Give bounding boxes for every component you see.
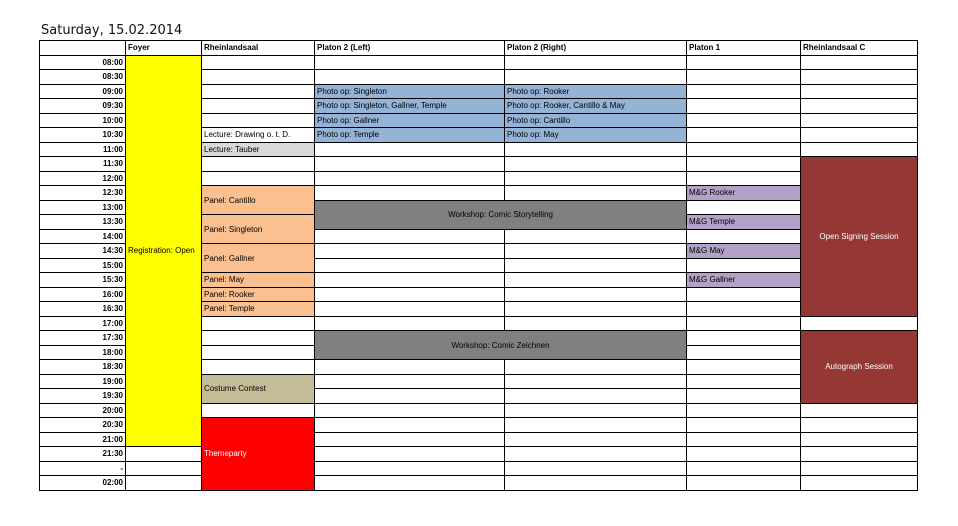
empty-cell bbox=[687, 200, 801, 215]
time-column-header bbox=[40, 41, 126, 56]
schedule-table bbox=[39, 40, 918, 491]
empty-cell bbox=[315, 360, 505, 375]
event-cell: Photo op: Gallner bbox=[315, 113, 505, 128]
empty-cell bbox=[505, 316, 687, 331]
empty-cell bbox=[505, 476, 687, 491]
event-cell: Lecture: Drawing o. t. D. bbox=[202, 128, 315, 143]
empty-cell bbox=[801, 403, 918, 418]
empty-cell bbox=[687, 128, 801, 143]
page-title: Saturday, 15.02.2014 bbox=[41, 23, 183, 38]
empty-cell bbox=[505, 55, 687, 70]
empty-cell bbox=[202, 84, 315, 99]
time-cell: 14:00 bbox=[40, 229, 126, 244]
event-cell: Themeparty bbox=[202, 418, 315, 491]
event-cell: Photo op: Temple bbox=[315, 128, 505, 143]
empty-cell bbox=[687, 331, 801, 346]
empty-cell bbox=[505, 157, 687, 172]
event-cell: Panel: Cantillo bbox=[202, 186, 315, 215]
empty-cell bbox=[315, 432, 505, 447]
empty-cell bbox=[315, 287, 505, 302]
empty-cell bbox=[315, 55, 505, 70]
time-cell: 18:30 bbox=[40, 360, 126, 375]
time-cell: 12:30 bbox=[40, 186, 126, 201]
schedule-body bbox=[40, 55, 918, 490]
time-cell: 10:00 bbox=[40, 113, 126, 128]
empty-cell bbox=[315, 302, 505, 317]
time-cell: 14:30 bbox=[40, 244, 126, 259]
time-cell: 19:00 bbox=[40, 374, 126, 389]
empty-cell bbox=[687, 84, 801, 99]
empty-cell bbox=[202, 331, 315, 346]
empty-cell bbox=[687, 447, 801, 462]
time-cell: 09:00 bbox=[40, 84, 126, 99]
time-cell: 20:00 bbox=[40, 403, 126, 418]
time-cell: 15:30 bbox=[40, 273, 126, 288]
time-cell: 21:00 bbox=[40, 432, 126, 447]
empty-cell bbox=[315, 186, 505, 201]
empty-cell bbox=[687, 316, 801, 331]
empty-cell bbox=[801, 55, 918, 70]
room-column-header: Platon 2 (Right) bbox=[505, 41, 687, 56]
empty-cell bbox=[315, 142, 505, 157]
empty-cell bbox=[126, 461, 202, 476]
empty-cell bbox=[687, 432, 801, 447]
event-cell: Panel: Temple bbox=[202, 302, 315, 317]
event-cell: Workshop: Comic Zeichnen bbox=[315, 331, 687, 360]
empty-cell bbox=[315, 244, 505, 259]
empty-cell bbox=[505, 171, 687, 186]
time-cell: - bbox=[40, 461, 126, 476]
empty-cell bbox=[801, 447, 918, 462]
empty-cell bbox=[505, 418, 687, 433]
empty-cell bbox=[505, 273, 687, 288]
empty-cell bbox=[202, 55, 315, 70]
time-cell: 11:30 bbox=[40, 157, 126, 172]
empty-cell bbox=[801, 476, 918, 491]
empty-cell bbox=[801, 113, 918, 128]
empty-cell bbox=[315, 374, 505, 389]
empty-cell bbox=[315, 447, 505, 462]
time-cell: 13:30 bbox=[40, 215, 126, 230]
empty-cell bbox=[505, 287, 687, 302]
empty-cell bbox=[505, 403, 687, 418]
empty-cell bbox=[687, 345, 801, 360]
empty-cell bbox=[505, 360, 687, 375]
empty-cell bbox=[315, 157, 505, 172]
time-cell: 16:00 bbox=[40, 287, 126, 302]
empty-cell bbox=[315, 258, 505, 273]
empty-cell bbox=[202, 113, 315, 128]
time-cell: 02:00 bbox=[40, 476, 126, 491]
empty-cell bbox=[687, 142, 801, 157]
empty-cell bbox=[315, 70, 505, 85]
event-cell: Workshop: Comic Storytelling bbox=[315, 200, 687, 229]
time-cell: 08:30 bbox=[40, 70, 126, 85]
schedule-row bbox=[40, 447, 918, 462]
empty-cell bbox=[505, 461, 687, 476]
empty-cell bbox=[315, 273, 505, 288]
empty-cell bbox=[202, 99, 315, 114]
time-cell: 13:00 bbox=[40, 200, 126, 215]
time-cell: 10:30 bbox=[40, 128, 126, 143]
time-cell: 12:00 bbox=[40, 171, 126, 186]
empty-cell bbox=[687, 374, 801, 389]
empty-cell bbox=[505, 229, 687, 244]
empty-cell bbox=[202, 316, 315, 331]
event-cell: Panel: Gallner bbox=[202, 244, 315, 273]
time-cell: 15:00 bbox=[40, 258, 126, 273]
empty-cell bbox=[315, 461, 505, 476]
empty-cell bbox=[202, 70, 315, 85]
empty-cell bbox=[687, 302, 801, 317]
empty-cell bbox=[126, 447, 202, 462]
empty-cell bbox=[315, 389, 505, 404]
empty-cell bbox=[801, 461, 918, 476]
empty-cell bbox=[801, 316, 918, 331]
empty-cell bbox=[687, 389, 801, 404]
empty-cell bbox=[801, 142, 918, 157]
empty-cell bbox=[505, 374, 687, 389]
empty-cell bbox=[687, 287, 801, 302]
time-cell: 21:30 bbox=[40, 447, 126, 462]
schedule-row bbox=[40, 461, 918, 476]
empty-cell bbox=[505, 432, 687, 447]
empty-cell bbox=[687, 461, 801, 476]
empty-cell bbox=[687, 157, 801, 172]
event-cell: M&G Rooker bbox=[687, 186, 801, 201]
time-cell: 17:30 bbox=[40, 331, 126, 346]
event-cell: Lecture: Tauber bbox=[202, 142, 315, 157]
time-cell: 18:00 bbox=[40, 345, 126, 360]
event-cell: Panel: May bbox=[202, 273, 315, 288]
empty-cell bbox=[687, 99, 801, 114]
time-cell: 20:30 bbox=[40, 418, 126, 433]
empty-cell bbox=[505, 389, 687, 404]
event-cell: Photo op: Cantillo bbox=[505, 113, 687, 128]
time-cell: 08:00 bbox=[40, 55, 126, 70]
event-cell: M&G Temple bbox=[687, 215, 801, 230]
event-cell: Panel: Singleton bbox=[202, 215, 315, 244]
empty-cell bbox=[315, 418, 505, 433]
room-column-header: Foyer bbox=[126, 41, 202, 56]
empty-cell bbox=[801, 418, 918, 433]
empty-cell bbox=[315, 171, 505, 186]
empty-cell bbox=[315, 229, 505, 244]
event-cell: Photo op: May bbox=[505, 128, 687, 143]
empty-cell bbox=[202, 171, 315, 186]
header-row bbox=[40, 41, 918, 56]
empty-cell bbox=[801, 99, 918, 114]
time-cell: 17:00 bbox=[40, 316, 126, 331]
event-cell: Photo op: Rooker bbox=[505, 84, 687, 99]
empty-cell bbox=[687, 476, 801, 491]
empty-cell bbox=[315, 316, 505, 331]
empty-cell bbox=[202, 360, 315, 375]
empty-cell bbox=[801, 432, 918, 447]
empty-cell bbox=[801, 84, 918, 99]
empty-cell bbox=[687, 229, 801, 244]
empty-cell bbox=[687, 171, 801, 186]
empty-cell bbox=[126, 476, 202, 491]
schedule-row bbox=[40, 55, 918, 70]
schedule-row bbox=[40, 476, 918, 491]
event-cell: Photo op: Singleton bbox=[315, 84, 505, 99]
empty-cell bbox=[505, 302, 687, 317]
empty-cell bbox=[687, 113, 801, 128]
room-column-header: Platon 2 (Left) bbox=[315, 41, 505, 56]
empty-cell bbox=[202, 345, 315, 360]
event-cell: Costume Contest bbox=[202, 374, 315, 403]
empty-cell bbox=[202, 157, 315, 172]
empty-cell bbox=[505, 186, 687, 201]
event-cell: Registration: Open bbox=[126, 55, 202, 447]
empty-cell bbox=[687, 258, 801, 273]
empty-cell bbox=[202, 403, 315, 418]
empty-cell bbox=[505, 258, 687, 273]
empty-cell bbox=[505, 70, 687, 85]
empty-cell bbox=[315, 476, 505, 491]
empty-cell bbox=[315, 403, 505, 418]
room-column-header: Rheinlandsaal bbox=[202, 41, 315, 56]
event-cell: Photo op: Rooker, Cantillo & May bbox=[505, 99, 687, 114]
event-cell: Open Signing Session bbox=[801, 157, 918, 317]
empty-cell bbox=[687, 70, 801, 85]
event-cell: M&G May bbox=[687, 244, 801, 259]
room-column-header: Rheinlandsaal C bbox=[801, 41, 918, 56]
empty-cell bbox=[505, 142, 687, 157]
event-cell: M&G Gallner bbox=[687, 273, 801, 288]
empty-cell bbox=[505, 244, 687, 259]
empty-cell bbox=[505, 447, 687, 462]
event-cell: Panel: Rooker bbox=[202, 287, 315, 302]
event-cell: Autograph Session bbox=[801, 331, 918, 404]
time-cell: 19:30 bbox=[40, 389, 126, 404]
time-cell: 09:30 bbox=[40, 99, 126, 114]
time-cell: 11:00 bbox=[40, 142, 126, 157]
empty-cell bbox=[801, 70, 918, 85]
empty-cell bbox=[687, 418, 801, 433]
empty-cell bbox=[687, 403, 801, 418]
room-column-header: Platon 1 bbox=[687, 41, 801, 56]
empty-cell bbox=[687, 360, 801, 375]
event-cell: Photo op: Singleton, Gallner, Temple bbox=[315, 99, 505, 114]
empty-cell bbox=[801, 128, 918, 143]
empty-cell bbox=[687, 55, 801, 70]
time-cell: 16:30 bbox=[40, 302, 126, 317]
